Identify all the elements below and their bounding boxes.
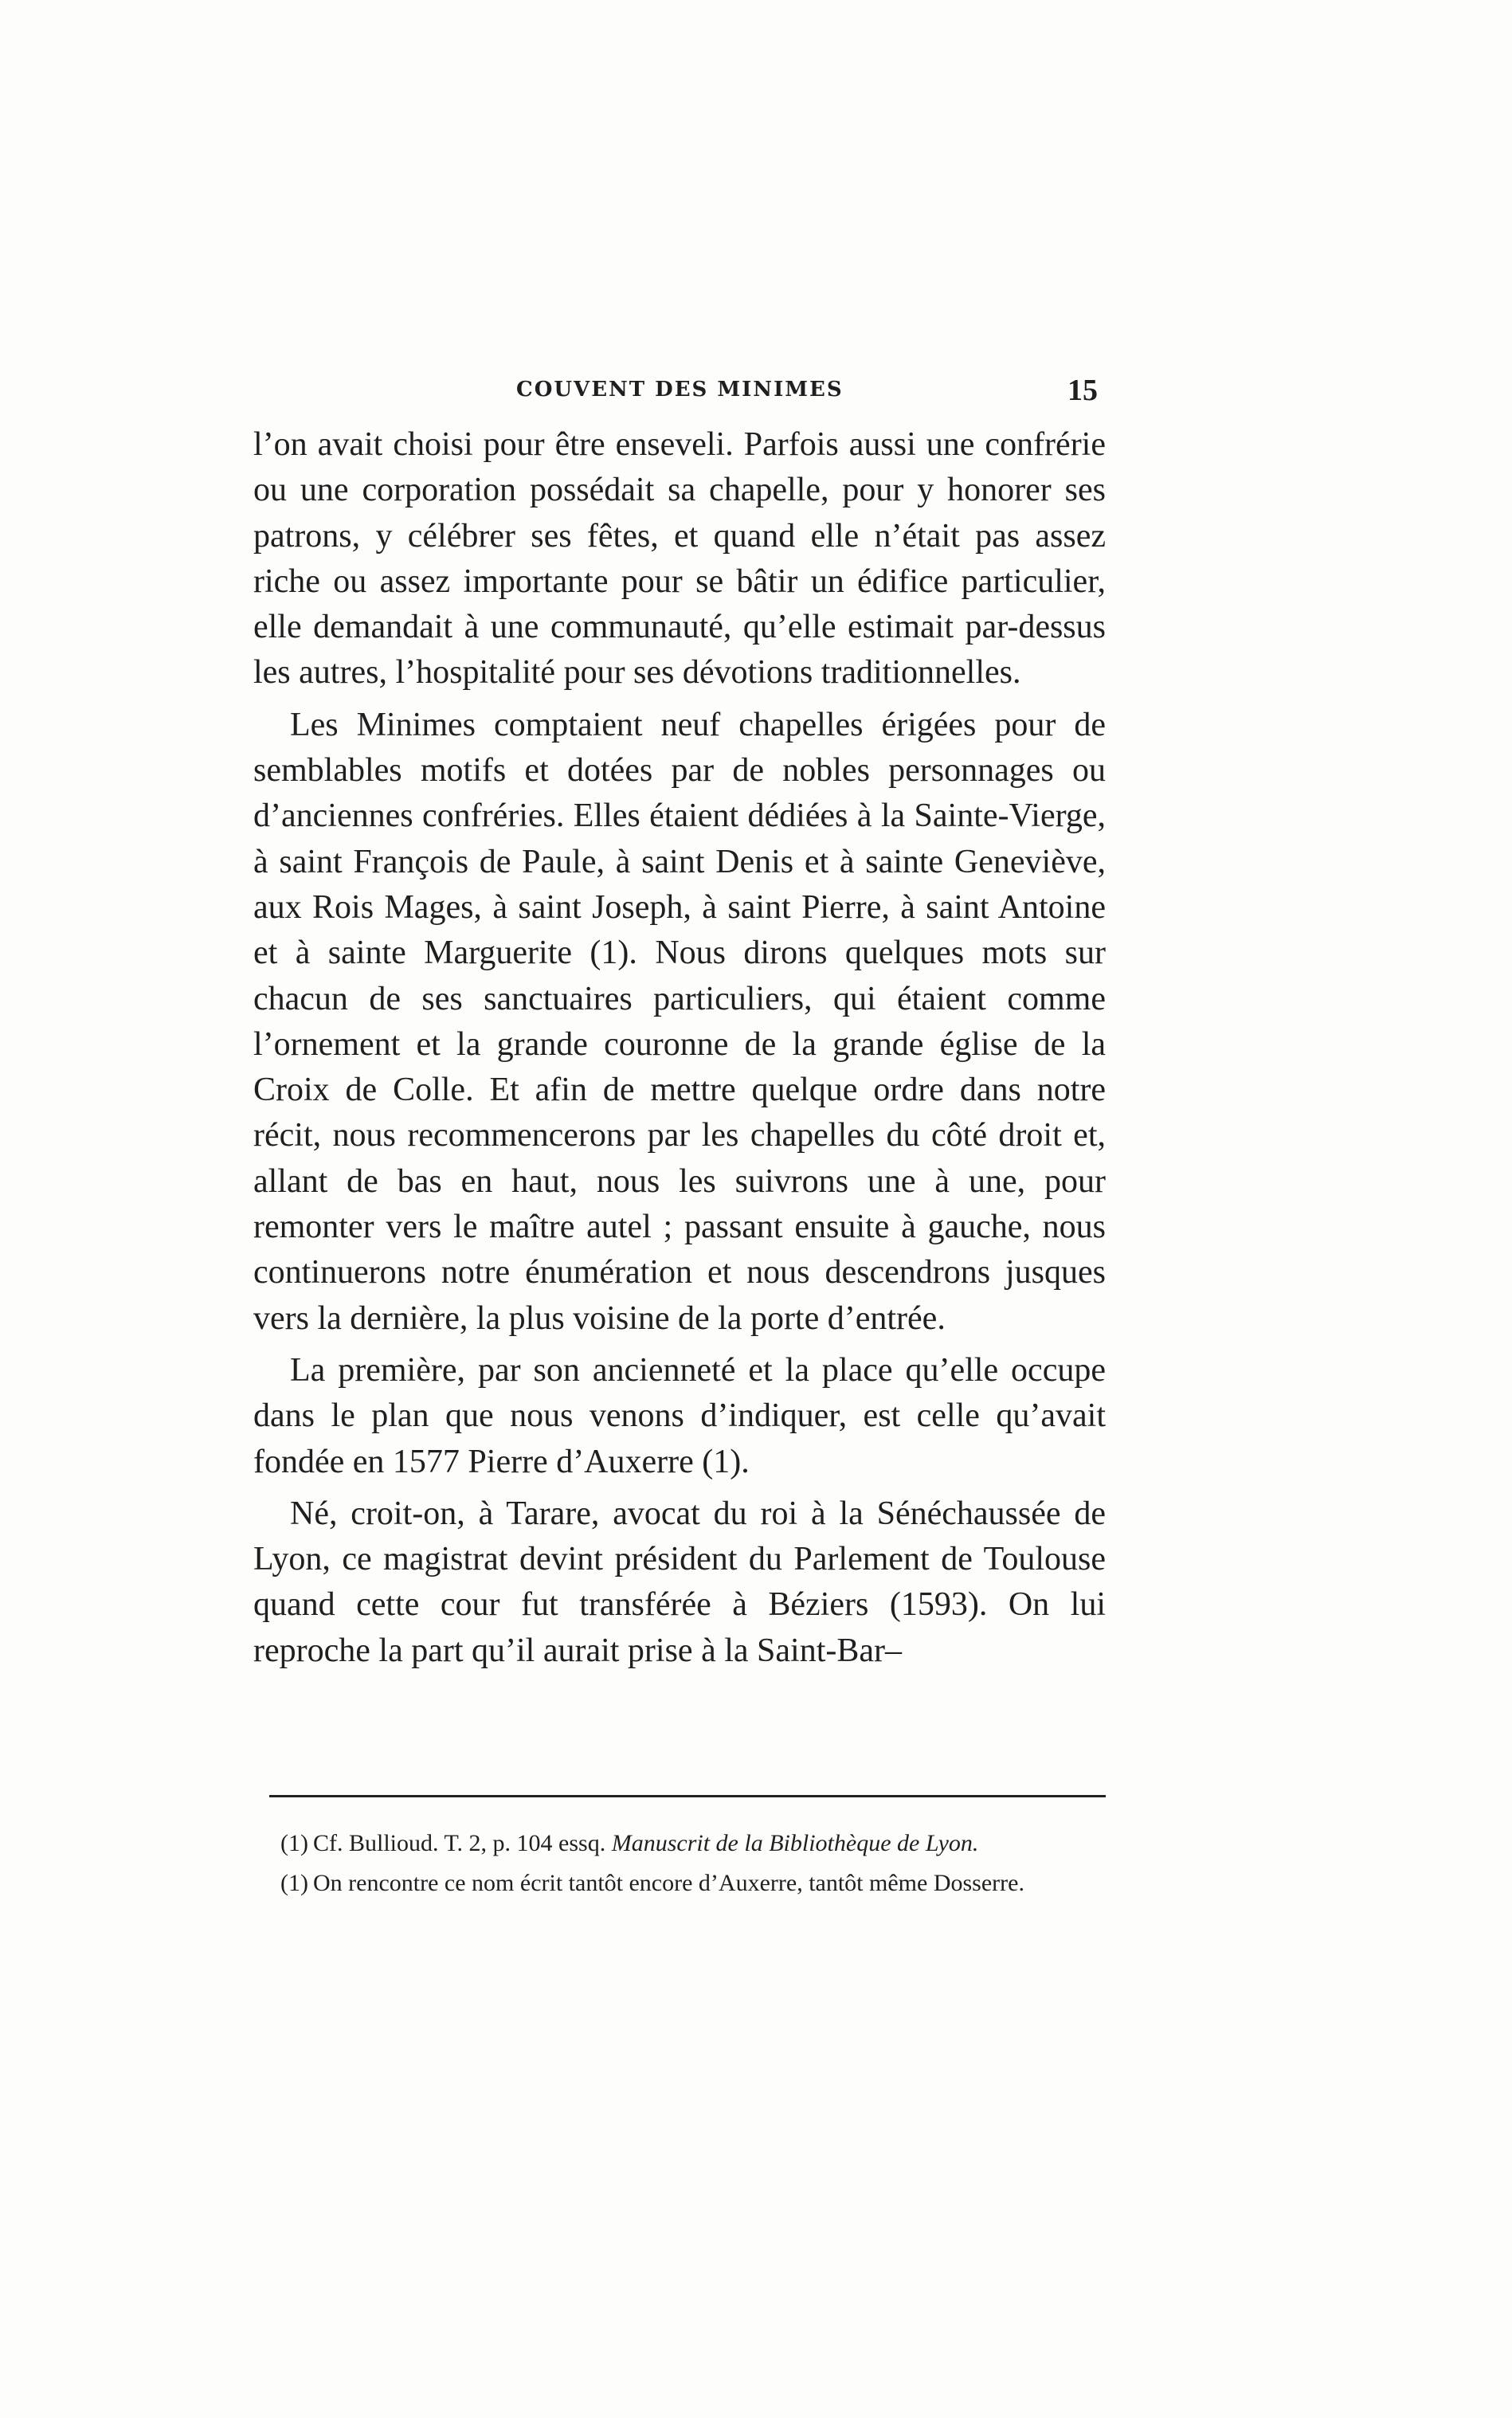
page-number: 15	[1067, 374, 1098, 407]
body-text	[253, 422, 1106, 1674]
footnote-italic-text: Manuscrit de la Bibliothèque de Lyon.	[611, 1830, 979, 1856]
footnote-divider	[269, 1795, 1106, 1797]
paragraph: La première, par son ancienneté et la place qu’elle occupe dans le plan que nous venons d’indiquer, est celle qu’avait fondée en 1577 Pierre d’Auxerre (1).	[253, 1351, 1106, 1480]
paragraph: l’on avait choisi pour être enseveli. Parfois aussi une confrérie ou une corporation possédait sa chapelle, pour y honorer ses patrons, y célébrer ses fêtes, et quand elle n’était pas assez riche ou assez importante pour se bâtir un édifice particulier, elle demandait à une communauté, qu’elle estimait par-dessus les autres, l’hospitalité pour ses dévotions traditionnelles.	[253, 426, 1106, 692]
paragraph: Né, croit-on, à Tarare, avocat du roi à la Sénéchaussée de Lyon, ce magistrat devint président du Parlement de Toulouse quand cette cour fut transférée à Béziers (1593). On lui reproche la part qu’il aurait prise à la Saint-Bar–	[253, 1495, 1106, 1669]
footnote	[263, 1831, 1107, 1856]
footnote-text: Cf. Bullioud. T. 2, p. 104 essq.	[312, 1830, 612, 1856]
footnote-marker: (1)	[280, 1830, 308, 1856]
footnote	[263, 1871, 1107, 1896]
footnote-marker: (1)	[280, 1870, 308, 1896]
footnote-text: On rencontre ce nom écrit tantôt encore d’Auxerre, tantôt même Dosserre.	[312, 1870, 1024, 1896]
running-title: COUVENT DES MINIMES	[516, 378, 844, 402]
running-header	[253, 373, 1106, 413]
paragraph: Les Minimes comptaient neuf chapelles érigées pour de semblables motifs et dotées par de nobles personnages ou d’anciennes confréries. Elles étaient dédiées à la Sainte-Vierge, à saint François de Paule, à saint Denis et à sainte Geneviève, aux Rois Mages, à saint Joseph, à saint Pierre, à saint Antoine et à sainte Marguerite (1). Nous dirons quelques mots sur chacun de ses sanctuaires particuliers, qui étaient comme l’ornement et la grande couronne de la grande église de la Croix de Colle. Et afin de mettre quelque ordre dans notre récit, nous recommencerons par les chapelles du côté droit et, allant de bas en haut, nous les suivrons une à une, pour remonter vers le maître autel ; passant ensuite à gauche, nous continuerons notre énumération et nous descendrons jusques vers la dernière, la plus voisine de la porte d’entrée.	[253, 706, 1106, 1337]
footnotes	[263, 1831, 1107, 1910]
